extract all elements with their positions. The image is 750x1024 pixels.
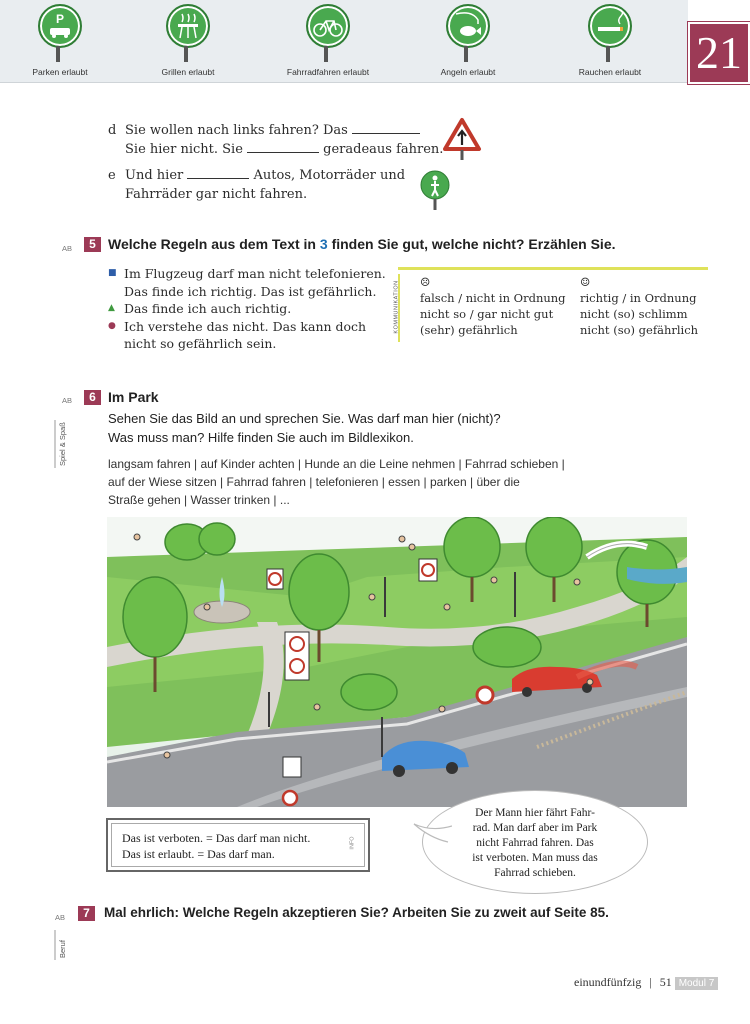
exercise-d-line1: Sie wollen nach links fahren? Das <box>125 123 348 138</box>
circle-bullet-icon: ● <box>108 320 116 331</box>
word-bank-line: Straße gehen | Wasser trinken | ... <box>108 493 290 507</box>
list-item <box>108 265 393 300</box>
sign-strip <box>0 0 688 82</box>
sign-label: Grillen erlaubt <box>161 67 215 77</box>
no-left-turn-sign-icon <box>442 116 482 160</box>
fishing-sign-icon <box>446 4 490 48</box>
page-word: einundfünfzig <box>574 975 642 989</box>
phrase: (sehr) gefährlich <box>420 323 518 337</box>
phrase: nicht (so) gefährlich <box>580 323 699 337</box>
smoking-sign-icon <box>588 4 632 48</box>
info-box <box>106 818 370 872</box>
exercise-e-line1b: Autos, Motorräder und <box>253 168 406 183</box>
exercise-e-line1a: Und hier <box>125 168 184 183</box>
exercise-e-letter: e <box>108 168 116 183</box>
sign-fishing <box>408 4 528 80</box>
bubble-line: Fahrrad schieben. <box>494 867 576 879</box>
sign-bicycle <box>268 4 388 80</box>
word-bank <box>108 455 598 509</box>
task-number: 6 <box>84 390 101 405</box>
item-text: Das finde ich auch richtig. <box>124 301 292 316</box>
info-line: Das ist verboten. = Das darf man nicht. <box>122 831 311 845</box>
grill-sign-icon <box>166 4 210 48</box>
exercise-d-line2b: geradeaus fahren. <box>323 142 444 157</box>
word-bank-line: auf der Wiese sitzen | Fahrrad fahren | telefonieren | essen | parken | über die <box>108 475 520 489</box>
item-text: Ich verstehe das nicht. Das kann doch <box>124 318 367 334</box>
negative-column <box>420 274 566 338</box>
instruction-line: Was muss man? Hilfe finden Sie auch im Bildlexikon. <box>108 430 414 445</box>
exercise-d <box>125 121 445 159</box>
sign-smoking <box>550 4 670 80</box>
pedestrian-zone-sign-icon <box>420 170 450 210</box>
sign-grill <box>128 4 248 80</box>
sign-parking <box>0 4 120 80</box>
gap-e1[interactable] <box>187 178 249 179</box>
opinion-list <box>108 265 393 353</box>
phrase: falsch / nicht in Ordnung <box>420 291 566 305</box>
task-number: 7 <box>78 906 95 921</box>
task6-instructions <box>108 409 501 447</box>
info-label: INFO <box>349 836 356 850</box>
kommunikation-label: KOMMUNIKATION <box>393 280 400 334</box>
page-number: 51 <box>659 975 672 989</box>
list-item <box>108 318 393 353</box>
heading-part: Welche Regeln aus dem Text in <box>108 236 316 252</box>
gap-d2[interactable] <box>247 152 319 153</box>
bubble-line: ist verboten. Man muss das <box>472 852 598 864</box>
sign-label: Fahrradfahren erlaubt <box>286 67 370 77</box>
word-bank-line: langsam fahren | auf Kinder achten | Hunde an die Leine nehmen | Fahrrad schieben | <box>108 457 565 471</box>
exercise-e <box>125 166 425 204</box>
divider <box>0 82 750 83</box>
item-text: Das finde ich richtig. Das ist gefährlich. <box>124 283 377 299</box>
side-tab-spiel: Spiel & Spaß <box>58 422 67 466</box>
exercise-d-line2a: Sie hier nicht. Sie <box>125 142 243 157</box>
task6-title: Im Park <box>108 389 159 405</box>
task5-heading <box>108 236 616 252</box>
ab-marker: AB <box>55 913 66 922</box>
info-line: Das ist erlaubt. = Das darf man. <box>122 847 275 861</box>
info-text <box>122 830 310 862</box>
sign-label: Parken erlaubt <box>32 67 88 77</box>
park-illustration <box>107 517 687 807</box>
phrase: richtig / in Ordnung <box>580 291 697 305</box>
exercise-d-letter: d <box>108 123 117 138</box>
heading-part: finden Sie gut, welche nicht? Erzählen Sie. <box>331 236 616 252</box>
reference-link[interactable]: 3 <box>319 236 328 252</box>
chapter-number: 21 <box>688 22 750 84</box>
phrase: nicht so / gar nicht gut <box>420 307 554 321</box>
side-tab-beruf: Beruf <box>58 940 67 958</box>
sad-face-icon: ☹ <box>420 275 431 289</box>
bubble-text <box>440 806 630 881</box>
positive-column <box>580 274 698 338</box>
bicycle-sign-icon <box>306 4 350 48</box>
item-text: nicht so gefährlich sein. <box>124 336 277 351</box>
instruction-line: Sehen Sie das Bild an und sprechen Sie. Was darf man hier (nicht)? <box>108 411 501 426</box>
exercise-e-line2: Fahrräder gar nicht fahren. <box>125 187 308 202</box>
page-footer <box>574 975 718 990</box>
ab-marker: AB <box>62 244 73 253</box>
bubble-line: Der Mann hier fährt Fahr- <box>475 807 595 819</box>
bubble-line: rad. Man darf aber im Park <box>472 822 598 834</box>
happy-face-icon: ☺ <box>580 275 591 289</box>
task7-heading: Mal ehrlich: Welche Regeln akzeptieren Sie? Arbeiten Sie zu zweit auf Seite 85. <box>104 905 609 920</box>
bubble-line: nicht Fahrrad fahren. Das <box>476 837 594 849</box>
parking-sign-icon <box>38 4 82 48</box>
gap-d1[interactable] <box>352 133 420 134</box>
phrase: nicht (so) schlimm <box>580 307 688 321</box>
sign-label: Rauchen erlaubt <box>578 67 642 77</box>
task-number: 5 <box>84 237 101 252</box>
svg-text:P: P <box>55 12 65 26</box>
square-bullet-icon: ■ <box>108 268 117 278</box>
footer-separator: | <box>649 975 652 989</box>
ab-marker: AB <box>62 396 73 405</box>
sign-label: Angeln erlaubt <box>440 67 496 77</box>
kommunikation-box <box>393 267 708 346</box>
triangle-bullet-icon: ▲ <box>108 303 115 313</box>
list-item <box>108 300 393 318</box>
modul-tag: Modul 7 <box>675 977 719 990</box>
item-text: Im Flugzeug darf man nicht telefonieren. <box>124 266 386 281</box>
